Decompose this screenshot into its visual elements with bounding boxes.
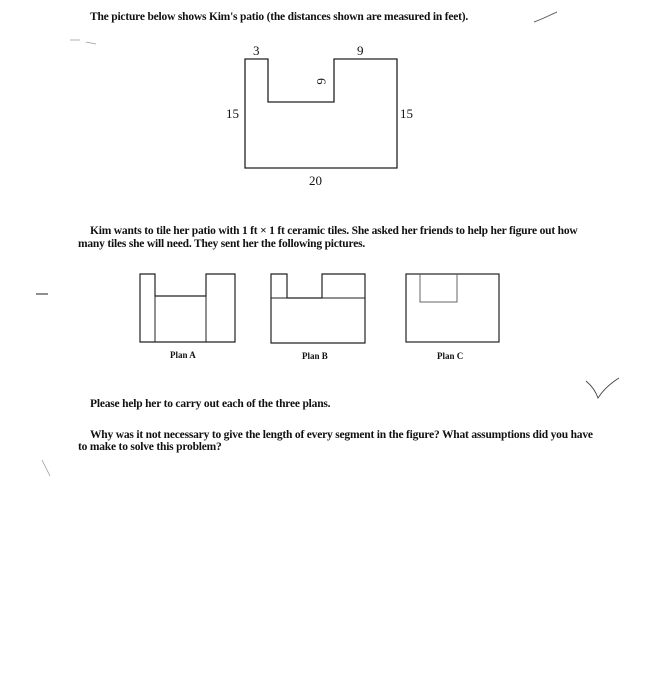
label-right-side: 15 xyxy=(400,106,413,121)
plan-a-outline xyxy=(140,274,235,342)
check-mark xyxy=(534,12,557,22)
question-line-1: Why was it not necessary to give the length of every segment in the figure? What assumptions did you have xyxy=(90,429,593,441)
question-line-2: to make to solve this problem? xyxy=(78,441,222,453)
intro-text: The picture below shows Kim's patio (the distances shown are measured in feet). xyxy=(90,11,469,23)
stray-mark xyxy=(70,40,96,44)
plan-c-label: Plan C xyxy=(437,351,464,361)
label-top-left: 3 xyxy=(253,43,260,58)
patio-outline xyxy=(245,59,397,168)
label-bottom: 20 xyxy=(309,173,322,188)
plan-b-figure xyxy=(271,274,365,361)
plan-a-figure xyxy=(140,274,235,360)
label-notch-depth: 6 xyxy=(314,78,329,85)
label-left-side: 15 xyxy=(226,106,239,121)
plan-b-label: Plan B xyxy=(302,351,328,361)
plan-b-outline xyxy=(271,274,365,343)
plan-a-label: Plan A xyxy=(170,350,196,360)
patio-figure xyxy=(226,43,413,188)
label-top-right: 9 xyxy=(357,43,364,58)
plan-c-figure xyxy=(406,274,499,361)
task-line-2: many tiles she will need. They sent her the following pictures. xyxy=(78,238,366,250)
help-text: Please help her to carry out each of the three plans. xyxy=(90,398,331,410)
task-line-1: Kim wants to tile her patio with 1 ft × 1 ft ceramic tiles. She asked her friends to help her figure out how xyxy=(90,225,578,237)
plan-c-notch xyxy=(420,274,457,302)
stray-mark xyxy=(42,460,50,476)
check-mark xyxy=(586,378,619,398)
